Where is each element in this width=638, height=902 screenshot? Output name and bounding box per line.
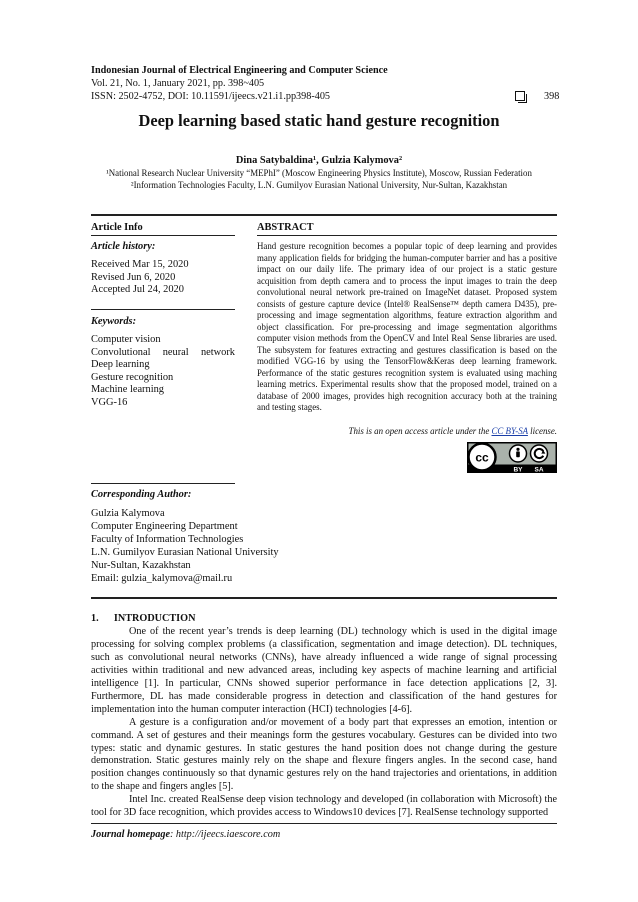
- intro-paragraph: One of the recent year’s trends is deep learning (DL) technology which is used in the digital image processing for solving complex problems (a classification, segmentation and image detection). DL techniques, such as convolutional neural networks (CNNs), have already influenced a wide range of signal processing activities within traditional and new advanced areas, including key aspects of machine learning and artificial intelligence [1]. In particular, CNNs showed superior performance in face detection applications [2, 3]. Furthermore, DL has made considerable progress in detection and classification of the hand gestures for implementation into the human computer interaction (HCI) technologies [4-6].: [91, 625, 557, 715]
- section-heading: 1. INTRODUCTION: [91, 613, 196, 624]
- history-received: Received Mar 15, 2020: [91, 259, 189, 270]
- history-heading: Article history:: [91, 241, 156, 252]
- issn-doi: ISSN: 2502-4752, DOI: 10.11591/ijeecs.v21.i1.pp398-405: [91, 91, 331, 102]
- top-rule: [91, 214, 557, 216]
- footer-rule: [91, 823, 557, 824]
- corr-rule: [91, 483, 235, 484]
- corresponding-author-heading: Corresponding Author:: [91, 489, 192, 500]
- open-access-note: [257, 426, 557, 436]
- intro-paragraph: Intel Inc. created RealSense deep vision technology and developed (in collaboration with Microsoft) the tool for 3D face recognition, which provides access to Windows10 devices [7]. RealSense technology supported: [91, 794, 557, 819]
- keyword-item: Computer vision: [91, 334, 161, 345]
- author-university: L.N. Gumilyov Eurasian National University: [91, 547, 279, 559]
- history-accepted: Accepted Jul 24, 2020: [91, 284, 184, 296]
- abstract-rule: [257, 235, 557, 236]
- keyword-item: VGG-16: [91, 396, 128, 408]
- homepage-url[interactable]: : http://ijeecs.iaescore.com: [169, 829, 281, 840]
- author-faculty: Faculty of Information Technologies: [91, 534, 244, 546]
- intro-paragraph: A gesture is a configuration and/or movement of a body part that expresses an emotion, intention or command. A set of gestures and their meanings form the gestures vocabulary. Gestures can be divided into two types: static and dynamic gestures. In static gestures the hand position does not change during the gesture demonstration. Static gestures mainly rely on the shape and flexure fingers angles. In the second case, hand position changes continuously so that dynamic gestures rely on the hand trajectories and orientations, in addition to the shape and fingers angles [5].: [91, 716, 557, 793]
- bottom-rule: [91, 597, 557, 599]
- abstract-text: Hand gesture recognition becomes a popular topic of deep learning and provides many application fields for bridging the human-computer barrier and has a positive impact on our daily life. The primary idea of our project is a static gesture acquisition from depth camera and to process the input images to train the deep convolutional neural network pre-trained on ImageNet dataset. Proposed system consists of gesture capture device (Intel® RealSense™ depth camera D435), pre-processing and image segmentation algorithms, feature extraction algorithm and object classification. For pre-processing and image segmentation algorithms computer vision methods from the OpenCV and Intel Real Sense libraries are used. The subsystem for features extracting and gestures classification is based on the modified VGG-16 by using the TensorFlow&Keras deep learning framework. Performance of the static gestures recognition system is evaluated using maching learning metrics. Experimental results show that the proposed model, trained on a database of 2000 images, provides high recognition accuracy both at the training and testing stages.: [257, 241, 557, 412]
- keywords-list: [91, 334, 235, 410]
- article-info-heading: Article Info: [91, 222, 143, 233]
- page-number: 398: [544, 91, 560, 102]
- affiliation-2: ²Information Technologies Faculty, L.N. Gumilyov Eurasian National University, Nur-Sultan, Kazakhstan: [130, 180, 508, 190]
- keyword-item: Convolutional neural network: [91, 346, 235, 358]
- checkbox-square-icon: [515, 91, 525, 101]
- author-department: Computer Engineering Department: [91, 521, 238, 533]
- introduction-section: [91, 613, 557, 820]
- keyword-item: Deep learning: [91, 359, 150, 371]
- article-info-rule: [91, 235, 235, 236]
- author-city: Nur-Sultan, Kazakhstan: [91, 560, 191, 572]
- journal-homepage: [91, 829, 280, 840]
- badge-sa: SA: [534, 466, 544, 473]
- authors: Dina Satybaldina¹, Gulzia Kalymova²: [235, 155, 403, 166]
- author-name: Gulzia Kalymova: [91, 508, 165, 519]
- affiliation-1: ¹National Research Nuclear University “MEPhI” (Moscow Engineering Physics Institute), Moscow, Russian Federation: [106, 168, 532, 178]
- open-access-suffix: license.: [527, 426, 557, 436]
- cc-by-sa-badge[interactable]: [467, 442, 557, 473]
- abstract-heading: ABSTRACT: [257, 222, 314, 233]
- cc-license-icon: [467, 442, 557, 473]
- svg-text:cc: cc: [475, 450, 489, 465]
- volume-info: Vol. 21, No. 1, January 2021, pp. 398~405: [91, 78, 265, 89]
- history-revised: Revised Jun 6, 2020: [91, 271, 176, 283]
- author-email: Email: gulzia_kalymova@mail.ru: [91, 573, 233, 585]
- license-link[interactable]: CC BY-SA: [491, 426, 528, 436]
- corresponding-author-details: [91, 507, 279, 586]
- open-access-prefix: This is an open access article under the: [348, 426, 492, 436]
- history-list: [91, 259, 189, 297]
- history-rule: [91, 309, 235, 310]
- keywords-heading: Keywords:: [91, 316, 137, 327]
- journal-name: Indonesian Journal of Electrical Engineering and Computer Science: [91, 65, 388, 76]
- keyword-item: Machine learning: [91, 384, 164, 396]
- paper-title: Deep learning based static hand gesture recognition: [138, 111, 500, 130]
- badge-by: BY: [513, 466, 523, 473]
- keyword-item: Gesture recognition: [91, 371, 174, 383]
- homepage-label: Journal homepage: [91, 829, 170, 840]
